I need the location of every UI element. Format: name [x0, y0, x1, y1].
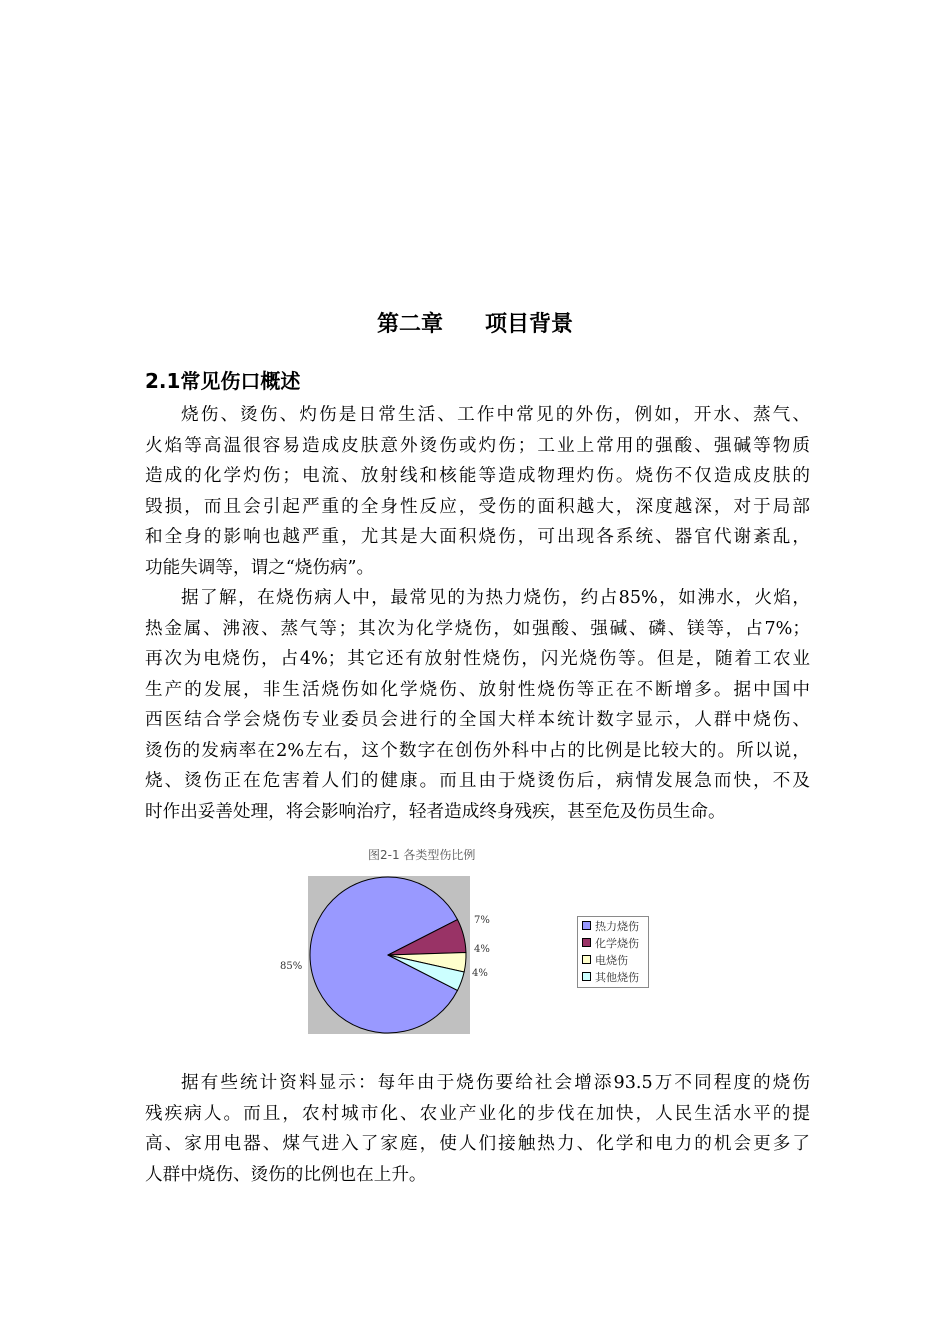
- paragraph-line: 西医结合学会烧伤专业委员会进行的全国大样本统计数字显示，人群中烧伤、: [145, 710, 810, 730]
- paragraph-1: [145, 400, 810, 583]
- chapter-number: 第二章: [376, 312, 443, 337]
- paragraph-line: 再次为电烧伤，占4%；其它还有放射性烧伤，闪光烧伤等。但是，随着工农业: [145, 649, 810, 669]
- paragraph-line: 残疾病人。而且，农村城市化、农业产业化的步伐在加快，人民生活水平的提: [145, 1103, 810, 1124]
- paragraph-line: 据了解，在烧伤病人中，最常见的为热力烧伤，约占85%，如沸水，火焰，: [181, 588, 810, 608]
- paragraph-line: 和全身的影响也越严重，尤其是大面积烧伤，可出现各系统、器官代谢紊乱，: [145, 527, 810, 547]
- legend-swatch: [582, 955, 591, 964]
- data-label: 85%: [280, 961, 303, 972]
- paragraph-line: 烧、烫伤正在危害着人们的健康。而且由于烧烫伤后，病情发展急而快，不及: [145, 771, 810, 791]
- legend-entry: [578, 968, 648, 985]
- paragraph-line: 据有些统计资料显示：每年由于烧伤要给社会增添93.5万不同程度的烧伤: [181, 1073, 810, 1093]
- legend-swatch: [582, 921, 591, 930]
- data-label: 7%: [474, 915, 490, 926]
- pie-chart: [270, 870, 500, 1040]
- legend-label: 其他烧伤: [595, 970, 639, 984]
- paragraph-line: 热金属、沸液、蒸气等；其次为化学烧伤，如强酸、强碱、磷、镁等，占7%；: [145, 618, 810, 639]
- paragraph-2: [145, 583, 810, 827]
- paragraph-line: 生产的发展，非生活烧伤如化学烧伤、放射性烧伤等正在不断增多。据中国中: [145, 679, 810, 700]
- chart-title: 图2-1 各类型伤比例: [368, 848, 476, 862]
- chapter-title: 项目背景: [485, 312, 574, 337]
- paragraph-line: 高、家用电器、煤气进入了家庭，使人们接触热力、化学和电力的机会更多了: [145, 1134, 810, 1154]
- legend-label: 热力烧伤: [595, 919, 639, 933]
- paragraph-line: 烧伤、烫伤、灼伤是日常生活、工作中常见的外伤，例如，开水、蒸气、: [181, 405, 810, 425]
- legend-label: 化学烧伤: [595, 936, 639, 950]
- legend-entry: [578, 951, 648, 968]
- chapter-heading: [0, 307, 950, 338]
- section-heading: 2.1常见伤口概述: [145, 369, 301, 393]
- paragraph-line: 造成的化学灼伤；电流、放射线和核能等造成物理灼伤。烧伤不仅造成皮肤的: [145, 466, 810, 486]
- paragraph-line: 时作出妥善处理，将会影响治疗，轻者造成终身残疾，甚至危及伤员生命。: [145, 801, 726, 822]
- legend-label: 电烧伤: [595, 953, 628, 967]
- paragraph-3: [145, 1068, 810, 1190]
- paragraph-line: 人群中烧伤、烫伤的比例也在上升。: [145, 1164, 427, 1185]
- data-label: 4%: [474, 944, 490, 955]
- chart-legend: [577, 916, 649, 988]
- legend-swatch: [582, 938, 591, 947]
- legend-entry: [578, 934, 648, 951]
- legend-entry: [578, 917, 648, 934]
- legend-swatch: [582, 972, 591, 981]
- paragraph-line: 火焰等高温很容易造成皮肤意外烫伤或灼伤；工业上常用的强酸、强碱等物质: [145, 435, 810, 456]
- paragraph-line: 烫伤的发病率在2%左右，这个数字在创伤外科中占的比例是比较大的。所以说，: [145, 740, 810, 761]
- paragraph-line: 功能失调等，谓之“烧伤病”。: [145, 557, 375, 578]
- paragraph-line: 毁损，而且会引起严重的全身性反应，受伤的面积越大，深度越深，对于局部: [145, 496, 810, 517]
- data-label: 4%: [472, 968, 488, 979]
